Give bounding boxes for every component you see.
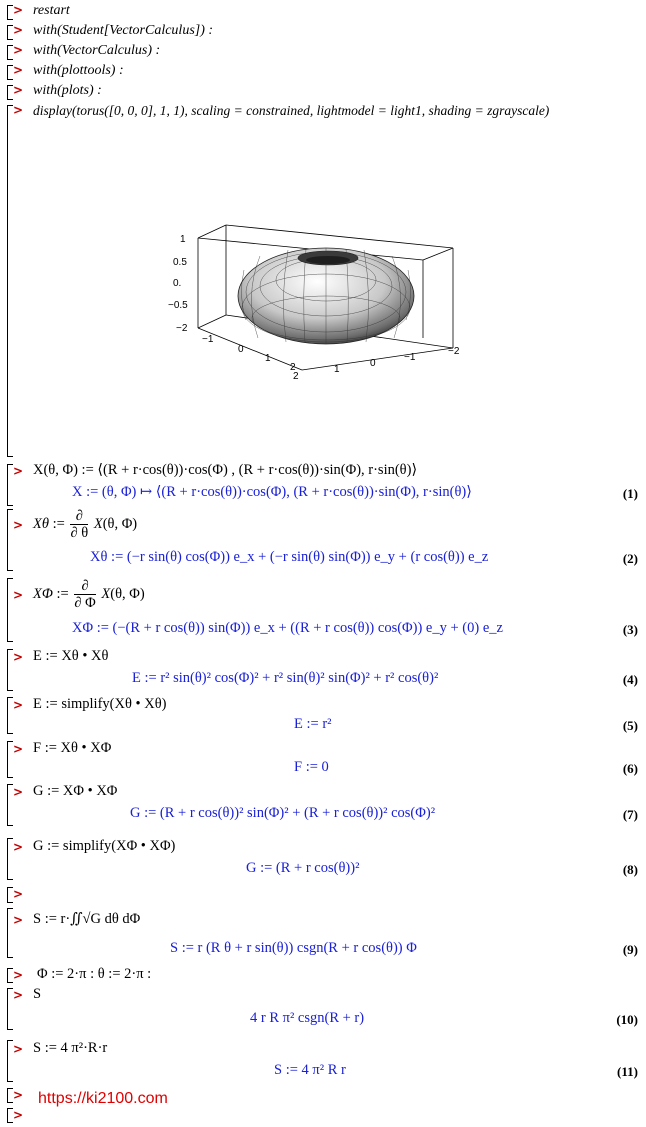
output-S-final: S := 4 π² R r bbox=[274, 1062, 346, 1078]
group-bracket bbox=[7, 5, 13, 20]
input-S-final[interactable]: S := 4 π²·R·r bbox=[33, 1040, 108, 1056]
prompt: > bbox=[13, 464, 24, 478]
x-tick-label: −2 bbox=[448, 346, 460, 357]
input-define-X[interactable]: X(θ, Φ) := ⟨(R + r·cos(θ))·cos(Φ) , (R + r·cos(θ))·sin(Φ), r·sin(θ)⟩ bbox=[33, 462, 418, 478]
prompt: > bbox=[13, 23, 24, 37]
group-bracket bbox=[7, 65, 13, 80]
output-X-phi: XΦ := (−(R + r cos(θ)) sin(Φ)) e_x + ((R + r cos(θ)) cos(Φ)) e_y + (0) e_z bbox=[72, 620, 503, 636]
z-axis-ticks bbox=[168, 234, 188, 334]
equation-label: (6) bbox=[622, 761, 638, 776]
equation-label: (3) bbox=[622, 622, 638, 637]
output-S-value: 4 r R π² csgn(R + r) bbox=[250, 1010, 365, 1026]
prompt[interactable]: > bbox=[13, 1108, 24, 1122]
z-tick-label: −2 bbox=[176, 323, 188, 334]
prompt[interactable]: > bbox=[13, 1088, 24, 1102]
prompt: > bbox=[13, 588, 24, 602]
input-E[interactable]: E := Xθ • Xθ bbox=[33, 648, 109, 664]
input-S-eval[interactable]: S bbox=[33, 986, 42, 1002]
command-with-plottools[interactable]: with(plottools) : bbox=[33, 63, 124, 78]
group-bracket bbox=[7, 85, 13, 100]
y-tick-label: 2 bbox=[290, 362, 296, 373]
y-tick-label: 0 bbox=[238, 344, 244, 355]
command-restart[interactable]: restart bbox=[33, 3, 70, 18]
prompt: > bbox=[13, 840, 24, 854]
output-X-theta: Xθ := (−r sin(θ) cos(Φ)) e_x + (−r sin(θ) sin(Φ)) e_y + (r cos(θ)) e_z bbox=[90, 549, 489, 565]
output-E-simplified: E := r² bbox=[294, 716, 332, 732]
input-E-simplify[interactable]: E := simplify(Xθ • Xθ) bbox=[33, 696, 167, 712]
y-tick-label: 2 bbox=[293, 371, 299, 380]
z-tick-label: 0.5 bbox=[173, 257, 187, 268]
prompt: > bbox=[13, 103, 24, 117]
equation-label: (9) bbox=[622, 942, 638, 957]
torus-surface bbox=[238, 248, 414, 344]
x-tick-label: 0 bbox=[370, 358, 376, 369]
x-axis-ticks bbox=[334, 346, 460, 375]
prompt[interactable]: > bbox=[13, 887, 24, 901]
equation-label: (2) bbox=[622, 551, 638, 566]
group-bracket bbox=[7, 105, 13, 457]
command-with-plots[interactable]: with(plots) : bbox=[33, 83, 102, 98]
equation-label: (4) bbox=[622, 672, 638, 687]
y-axis-ticks bbox=[202, 334, 299, 380]
equation-label: (1) bbox=[622, 486, 638, 501]
prompt: > bbox=[13, 968, 24, 982]
z-tick-label: −0.5 bbox=[168, 300, 188, 311]
input-F[interactable]: F := Xθ • XΦ bbox=[33, 740, 112, 756]
output-E: E := r² sin(θ)² cos(Φ)² + r² sin(θ)² sin(Φ)² + r² cos(θ)² bbox=[132, 670, 439, 686]
prompt: > bbox=[13, 83, 24, 97]
z-tick-label: 0. bbox=[173, 278, 182, 289]
partial-derivative: $\frac{\partial}{\partial \theta}$ bbox=[70, 508, 89, 541]
group-bracket bbox=[7, 1088, 13, 1103]
input-X-theta[interactable]: Xθ := $\frac{\partial}{\partial \theta}$ X(θ, Φ) bbox=[33, 508, 138, 541]
equation-label: (10) bbox=[616, 1012, 638, 1027]
partial-derivative: $\frac{\partial}{\partial \Phi}$ bbox=[74, 578, 96, 611]
group-bracket bbox=[7, 25, 13, 40]
prompt: > bbox=[13, 518, 24, 532]
output-G: G := (R + r cos(θ))² sin(Φ)² + (R + r cos(θ))² cos(Φ)² bbox=[130, 805, 436, 821]
prompt: > bbox=[13, 698, 24, 712]
input-assign-angles[interactable]: Φ := 2·π : θ := 2·π : bbox=[37, 966, 152, 982]
equation-label: (5) bbox=[622, 718, 638, 733]
watermark-link: https://ki2100.com bbox=[38, 1090, 168, 1107]
output-F: F := 0 bbox=[294, 759, 329, 775]
equation-label: (11) bbox=[617, 1064, 638, 1079]
z-tick-label: 1 bbox=[180, 234, 186, 245]
group-bracket bbox=[7, 45, 13, 60]
command-display-torus[interactable]: display(torus([0, 0, 0], 1, 1), scaling = constrained, lightmodel = light1, shading = zgrayscale) bbox=[33, 103, 550, 118]
torus-plot[interactable] bbox=[168, 220, 468, 380]
group-bracket bbox=[7, 1108, 13, 1123]
x-tick-label: 1 bbox=[334, 364, 340, 375]
equation-label: (8) bbox=[622, 862, 638, 877]
command-with-student[interactable]: with(Student[VectorCalculus]) : bbox=[33, 23, 214, 38]
equation-label: (7) bbox=[622, 807, 638, 822]
output-X: X := (θ, Φ) ↦ ⟨(R + r·cos(θ))·cos(Φ), (R + r·cos(θ))·sin(Φ), r·sin(θ)⟩ bbox=[72, 484, 472, 500]
y-tick-label: 1 bbox=[265, 353, 271, 364]
input-G-simplify[interactable]: G := simplify(XΦ • XΦ) bbox=[33, 838, 176, 854]
output-S: S := r (R θ + r sin(θ)) csgn(R + r cos(θ)) Φ bbox=[170, 940, 417, 956]
prompt: > bbox=[13, 785, 24, 799]
prompt: > bbox=[13, 742, 24, 756]
prompt: > bbox=[13, 650, 24, 664]
prompt: > bbox=[13, 988, 24, 1002]
input-S-integral[interactable]: S := r·∬√G dθ dΦ bbox=[33, 911, 141, 927]
prompt: > bbox=[13, 913, 24, 927]
prompt: > bbox=[13, 3, 24, 17]
command-with-vectorcalculus[interactable]: with(VectorCalculus) : bbox=[33, 43, 161, 58]
x-tick-label: −1 bbox=[404, 352, 416, 363]
input-X-phi[interactable]: XΦ := $\frac{\partial}{\partial \Phi}$ X(θ, Φ) bbox=[33, 578, 145, 611]
input-G[interactable]: G := XΦ • XΦ bbox=[33, 783, 118, 799]
prompt: > bbox=[13, 1042, 24, 1056]
y-tick-label: −1 bbox=[202, 334, 214, 345]
prompt: > bbox=[13, 63, 24, 77]
prompt: > bbox=[13, 43, 24, 57]
output-G-simplified: G := (R + r cos(θ))² bbox=[246, 860, 360, 876]
